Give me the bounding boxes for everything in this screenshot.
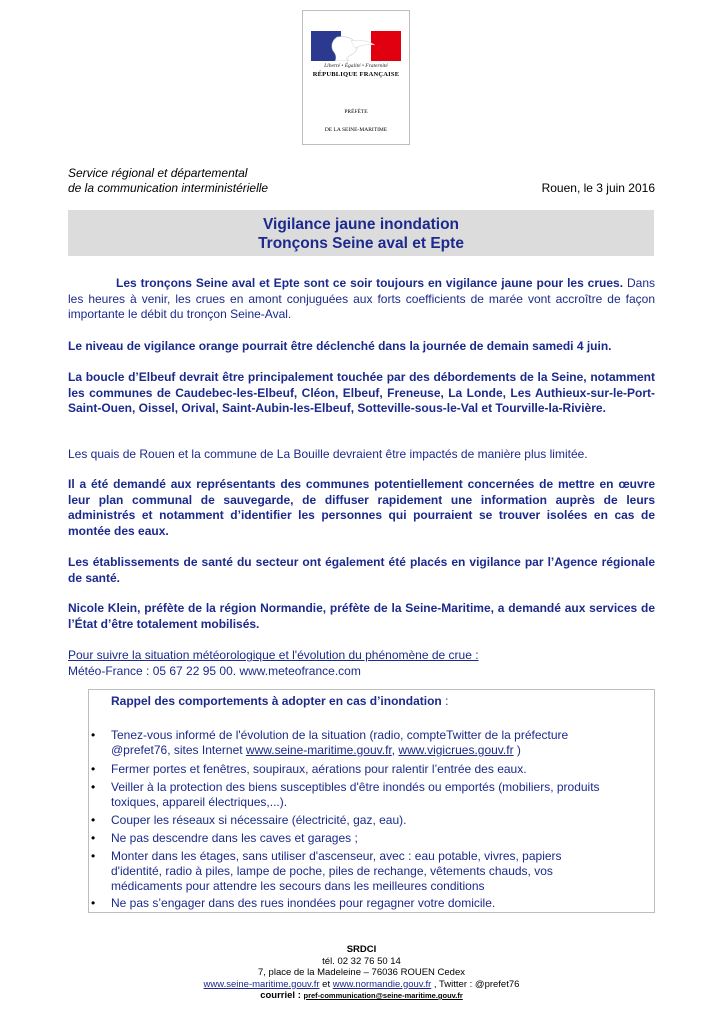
footer-mail — [0, 990, 723, 1002]
title-line-1: Vigilance jaune inondation — [262, 216, 460, 233]
paragraph-5: Il a été demandé aux représentants des communes potentiellement concernées de mettre en œuvre leur plan communal de sauvegarde, de diffuser rapidement une information auprès de leurs administrés et notamment d’identifier les personnes qui pourraient se trouver isolées en cas de montée des eaux. — [68, 477, 655, 538]
prefete-label: PRÉFÈTE — [344, 109, 368, 115]
bullet-icon: • — [91, 831, 96, 845]
paragraph-1 — [68, 276, 655, 323]
title-line-2: Tronçons Seine aval et Epte — [258, 235, 464, 252]
prefecture-logo-box — [302, 10, 410, 145]
footer-mail-label: courriel : — [260, 990, 304, 1001]
footer-tel: tél. 02 32 76 50 14 — [322, 955, 401, 967]
item-6-line-3: médicaments pour attendre les secours dans les meilleures conditions — [111, 879, 485, 893]
bullet-icon: • — [91, 762, 96, 776]
paragraph-1-rest: Dans les heures à venir, les crues en amont conjuguées aux forts coefficients de marée vont accroître de façon importante le débit du tronçon Seine-Aval. — [68, 276, 655, 321]
follow-line-2[interactable]: Météo-France : 05 67 22 95 00. www.meteofrance.com — [68, 663, 361, 678]
reminder-title-suffix: : — [441, 694, 449, 708]
republic-motto: Liberté • Égalité • Fraternité — [324, 63, 388, 69]
footer-link-normandie[interactable]: www.normandie.gouv.fr — [332, 978, 432, 990]
paragraph-1-bold: Les tronçons Seine aval et Epte sont ce soir toujours en vigilance jaune pour les crues. — [116, 276, 624, 290]
footer-address: 7, place de la Madeleine – 76036 ROUEN Cedex — [257, 967, 465, 978]
bullet-icon: • — [91, 728, 96, 742]
item-1-pre: @prefet76, sites Internet — [111, 743, 246, 757]
document-title-band — [68, 210, 654, 256]
reminder-box — [88, 689, 655, 913]
item-5-text: Ne pas descendre dans les caves et garages ; — [111, 831, 358, 845]
paragraph-3: La boucle d’Elbeuf devrait être principalement touchée par des débordements de la Seine, notamment les communes de Caudebec-les-Elbeuf, Cléon, Elbeuf, Freneuse, La Londe, Les Authieux-sur-le-Port-Saint-Ouen, Oissel, Orival, Saint-Aubin-les-Elbeuf, Sotteville-sous-le-Val et Tourville-la-Rivière. — [68, 370, 655, 415]
paragraph-6: Les établissements de santé du secteur ont également été placés en vigilance par l’Agence régionale de santé. — [68, 555, 655, 585]
follow-info — [68, 648, 655, 679]
bullet-icon: • — [91, 849, 96, 863]
bullet-icon: • — [91, 780, 96, 794]
item-6-line-1: Monter dans les étages, sans utiliser d'ascenseur, avec : eau potable, vivres, papiers — [111, 849, 562, 863]
item-6-line-2: d'identité, radio à piles, lampe de poche, piles de rechange, vêtements chauds, vos — [111, 864, 553, 878]
paragraph-7: Nicole Klein, préfète de la région Normandie, préfète de la Seine-Maritime, a demandé aux services de l’État d’être totalement mobilisés. — [68, 601, 655, 631]
item-3-line-1: Veiller à la protection des biens susceptibles d'être inondés ou emportés (mobiliers, produits — [111, 780, 600, 794]
item-1-line-2 — [111, 743, 631, 758]
document-date: Rouen, le 3 juin 2016 — [541, 181, 655, 195]
item-1-sep: , — [391, 743, 399, 757]
paragraph-2: Le niveau de vigilance orange pourrait être déclenché dans la journée de demain samedi 4 juin. — [68, 339, 612, 353]
item-7-text: Ne pas s’engager dans des rues inondées pour regagner votre domicile. — [111, 896, 496, 910]
footer-twitter: , Twitter : @prefet76 — [431, 978, 520, 990]
reminder-item-1 — [89, 728, 649, 760]
reminder-title-text: Rappel des comportements à adopter en cas d’inondation — [111, 694, 442, 708]
footer-mail-link[interactable]: pref-communication@seine-maritime.gouv.fr — [303, 991, 463, 1000]
department-label: DE LA SEINE-MARITIME — [324, 127, 388, 133]
footer-sites — [0, 979, 723, 991]
service-line-1: Service régional et départemental — [68, 166, 248, 180]
footer-org: SRDCI — [346, 944, 377, 955]
item-1-line-1: Tenez-vous informé de l'évolution de la situation (radio, compteTwitter de la préfecture — [111, 728, 569, 742]
link-vigicrues[interactable]: www.vigicrues.gouv.fr — [398, 743, 514, 757]
reminder-title — [111, 694, 448, 708]
item-1-end: ) — [513, 743, 521, 757]
link-seine-maritime[interactable]: www.seine-maritime.gouv.fr — [245, 743, 392, 757]
republique-francaise-label: RÉPUBLIQUE FRANÇAISE — [312, 71, 400, 78]
bullet-icon: • — [91, 896, 96, 910]
item-3-line-2: toxiques, appareil électriques,...). — [111, 795, 288, 809]
marianne-flag-logo — [311, 31, 401, 61]
item-2-text: Fermer portes et fenêtres, soupiraux, aérations pour ralentir l’entrée des eaux. — [111, 762, 527, 776]
footer-link-seine-maritime[interactable]: www.seine-maritime.gouv.fr — [203, 978, 320, 990]
footer-and: et — [319, 978, 333, 990]
issuing-service — [68, 166, 268, 196]
item-4-text: Couper les réseaux si nécessaire (électricité, gaz, eau). — [111, 813, 407, 827]
paragraph-4: Les quais de Rouen et la commune de La Bouille devraient être impactés de manière plus limitée. — [68, 447, 588, 461]
follow-line-1: Pour suivre la situation météorologique et l'évolution du phénomène de crue : — [68, 648, 479, 662]
footer — [0, 944, 723, 1002]
service-line-2: de la communication interministérielle — [68, 181, 269, 195]
bullet-icon: • — [91, 813, 96, 827]
